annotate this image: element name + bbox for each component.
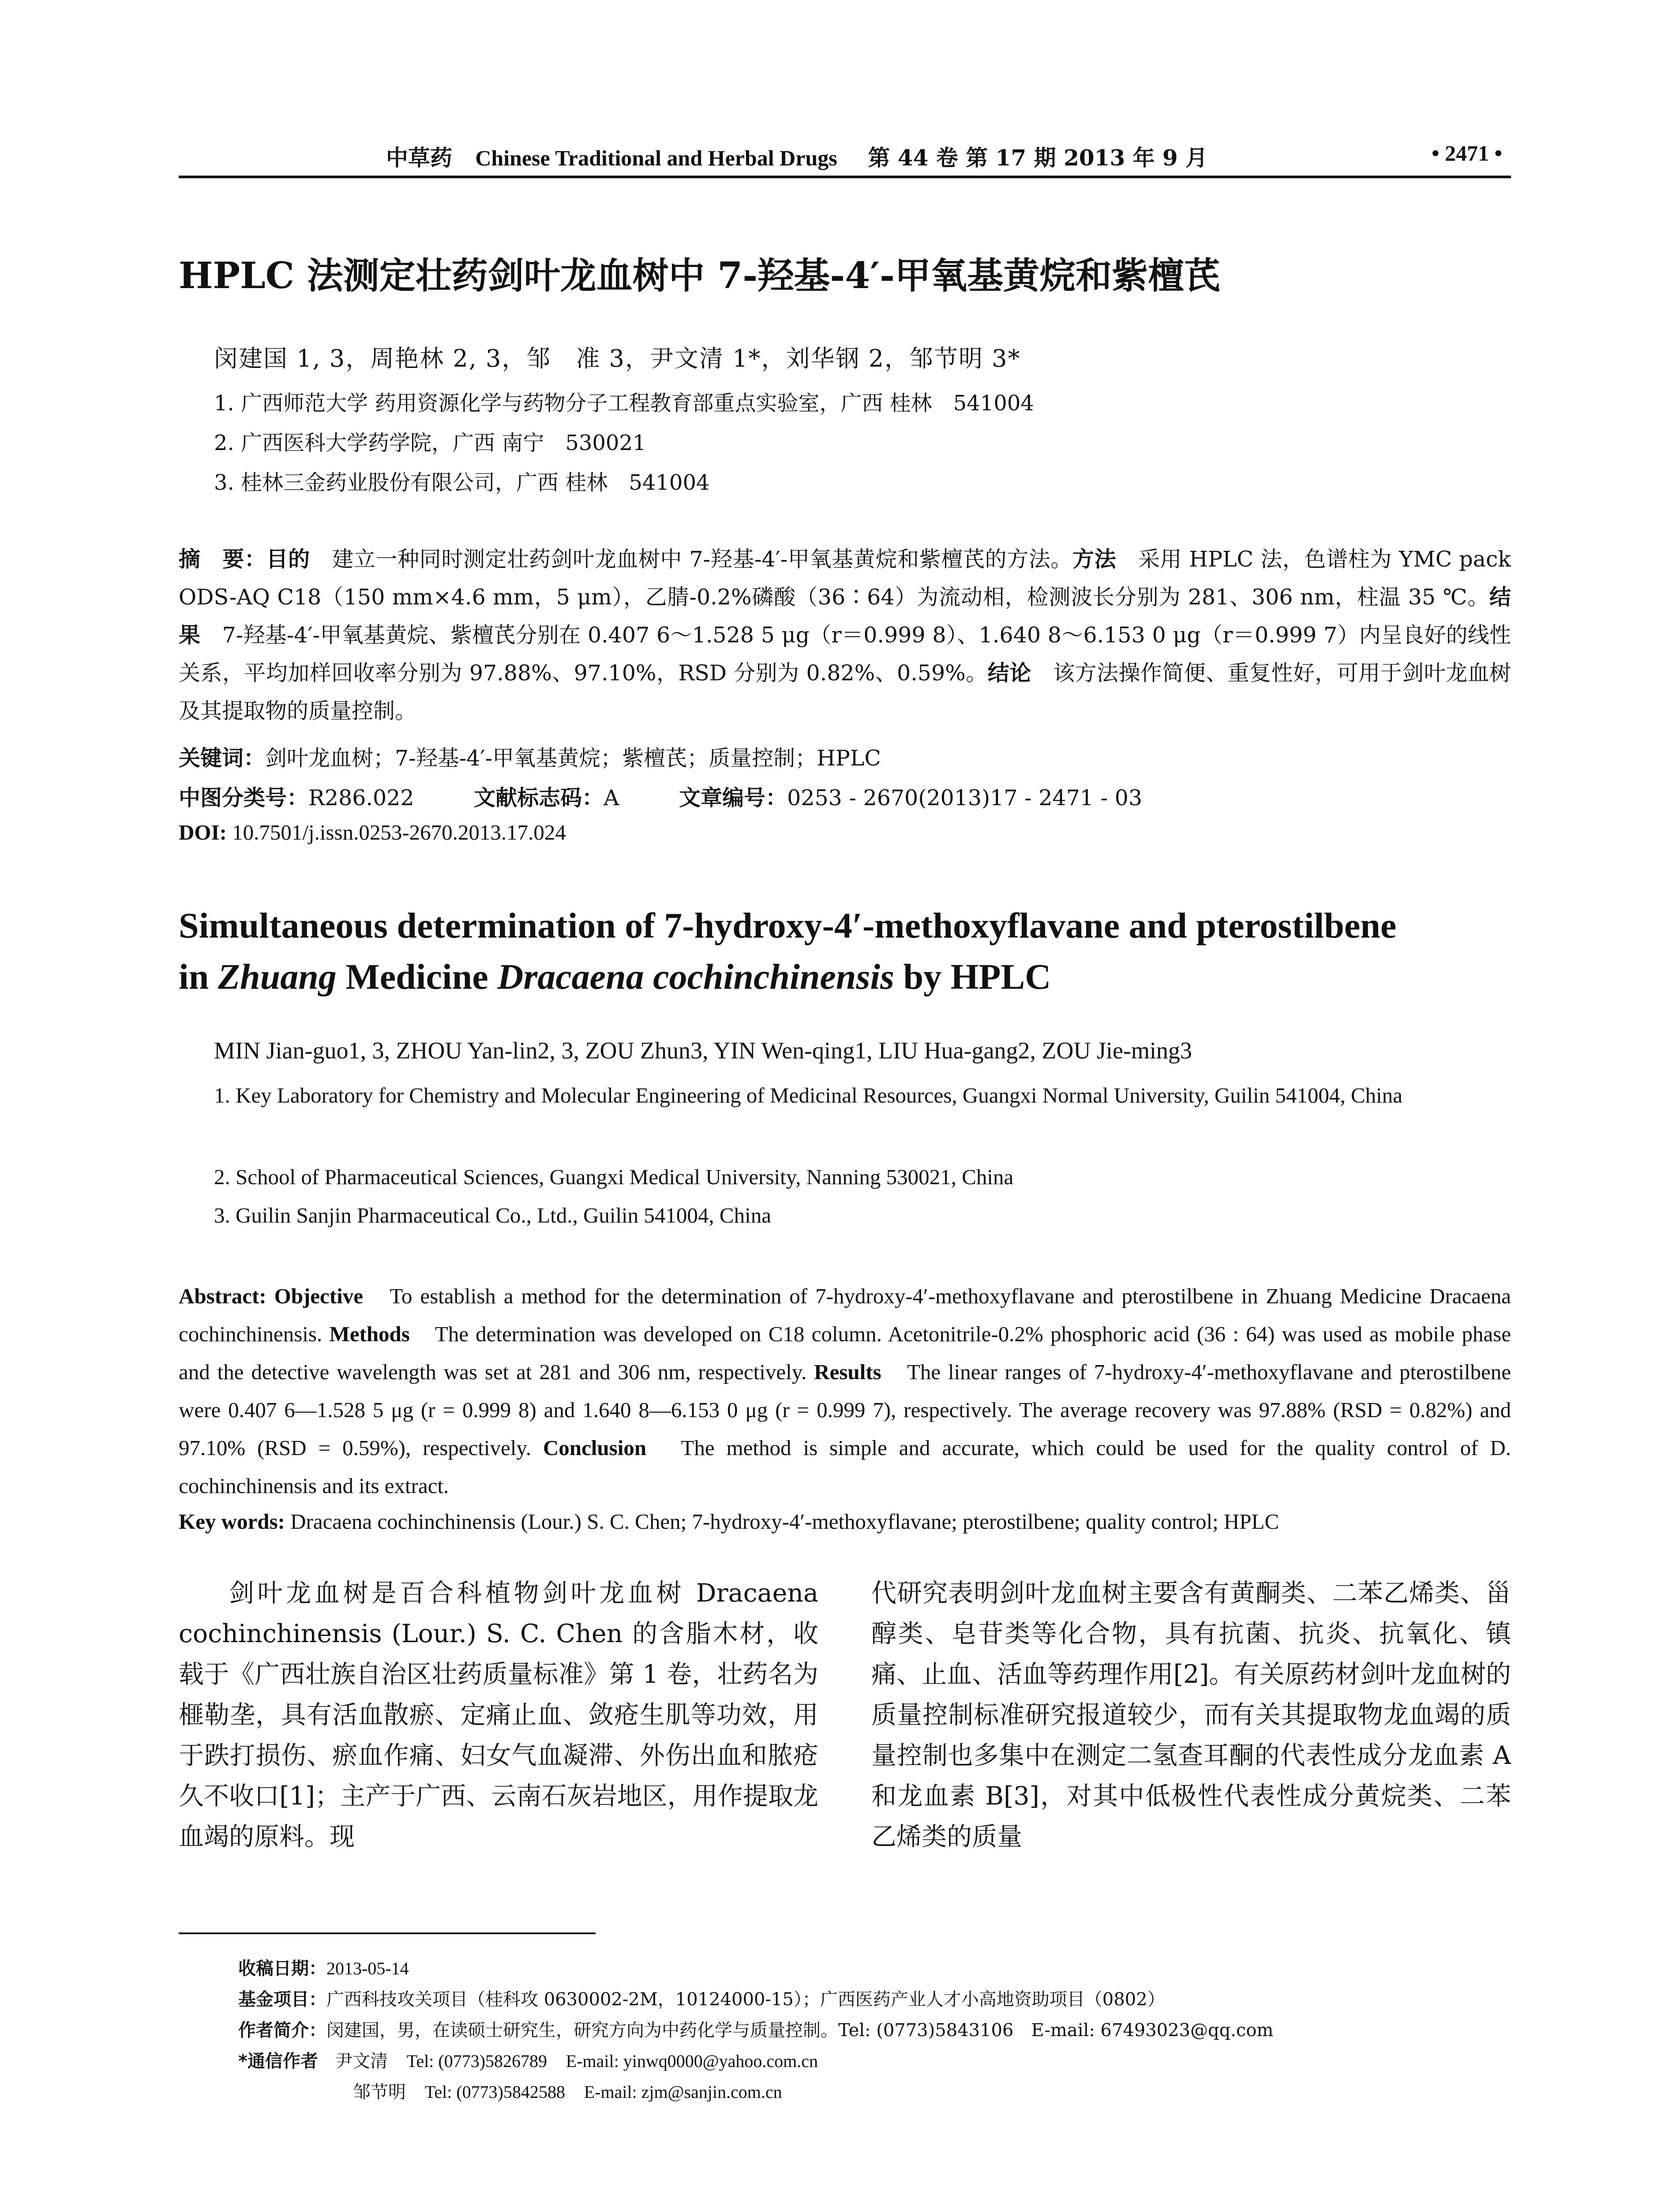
footnote-fund <box>238 1985 1165 2011</box>
keywords-en-label: Key words: <box>179 1509 285 1534</box>
footnote-corresponding-1 <box>238 2047 818 2072</box>
corr1-email: E-mail: yinwq0000@yahoo.com.cn <box>566 2051 818 2071</box>
abstract-en-label: Abstract: Objective <box>179 1284 363 1308</box>
methods-label: 方法 <box>1072 547 1117 572</box>
authors-en: MIN Jian-guo1, 3, ZHOU Yan-lin2, 3, ZOU Zhun3, YIN Wen-qing1, LIU Hua-gang2, ZOU Jie-ming3 <box>214 1037 1192 1064</box>
results-en-text: The linear ranges of 7-hydroxy-4′-methoxyflavane and pterostilbene were 0.407 6—1.528 5 μg (r = 0.999 8) and 1.640 8—6.153 0 μg (r = 0.999 7), respectively. The average recovery was 97.88% (RSD = 0.82%) and 97.10% (RSD = 0.59%), respectively. <box>179 1360 1511 1460</box>
footnote-rule <box>179 1932 596 1934</box>
clc-label: 中图分类号： <box>179 785 309 810</box>
affiliation-cn-1: 1. 广西师范大学 药用资源化学与药物分子工程教育部重点实验室，广西 桂林 541004 <box>214 391 1034 416</box>
received-label: 收稿日期： <box>238 1958 326 1979</box>
results-label: 结果 <box>179 585 1511 648</box>
page-number: • 2471 • <box>1431 141 1502 165</box>
received-date: 2013-05-14 <box>326 1958 409 1978</box>
fund-text: 广西科技攻关项目（桂科攻 0630002-2M，10124000-15）；广西医药产业人才小高地资助项目（0802） <box>326 1989 1165 2010</box>
body-column-left: 剑叶龙血树是百合科植物剑叶龙血树 Dracaena cochinchinensis (Lour.) S. C. Chen 的含脂木材，收载于《广西壮族自治区壮药质量标准》第 1 卷，壮药名为榧勒垄，具有活血散瘀、定痛止血、敛疮生肌等功效，用于跌打损伤、瘀血作痛、妇女气血凝滞、外伤出血和脓疮久不收口[1]；主产于广西、云南石灰岩地区，用作提取龙血竭的原料。现 <box>179 1579 818 1851</box>
keywords-en <box>179 1509 1511 1534</box>
doc-code-label: 文献标志码： <box>474 785 604 810</box>
conclusion-label: 结论 <box>987 660 1031 686</box>
clc-value: R286.022 <box>308 785 414 810</box>
fund-label: 基金项目： <box>238 1989 326 2010</box>
footnote-corresponding-2 <box>353 2078 782 2103</box>
conclusion-en-text: The method is simple and accurate, which could be used for the quality control of D. cochinchinensis and its extract. <box>179 1436 1511 1498</box>
corr1-name: 尹文清 <box>335 2051 388 2071</box>
results-text: 7-羟基-4′-甲氧基黄烷、紫檀芪分别在 0.407 6～1.528 5 μg（r＝0.999 8）、1.640 8～6.153 0 μg（r＝0.999 7）内呈良好的线性关系，平均加样回收率分别为 97.88%、97.10%，RSD 分别为 0.82%、0.59%。 <box>179 623 1511 686</box>
objective-label: 目的 <box>266 547 310 572</box>
doc-code-value: A <box>604 785 619 810</box>
footnote-author <box>238 2016 1273 2041</box>
body-column-right: 代研究表明剑叶龙血树主要含有黄酮类、二苯乙烯类、甾醇类、皂苷类等化合物，具有抗菌、抗炎、抗氧化、镇痛、止血、活血等药理作用[2]。有关原药材剑叶龙血树的质量控制标准研究报道较少，而有关其提取物龙血竭的质量控制也多集中在测定二氢查耳酮的代表性成分龙血素 A 和龙血素 B[3]，对其中低极性代表性成分黄烷类、二苯乙烯类的质量 <box>871 1579 1511 1851</box>
corr2-email: E-mail: zjm@sanjin.com.cn <box>584 2082 782 2102</box>
results-en-label: Results <box>814 1360 881 1384</box>
abstract-cn-label: 摘 要： <box>179 547 266 572</box>
keywords-en-text: Dracaena cochinchinensis (Lour.) S. C. Chen; 7-hydroxy-4′-methoxyflavane; pterostilbene; quality control; HPLC <box>290 1509 1279 1534</box>
methods-text: 采用 HPLC 法，色谱柱为 YMC pack ODS-AQ C18（150 mm×4.6 mm，5 μm），乙腈-0.2%磷酸（36∶64）为流动相，检测波长分别为 281、306 nm，柱温 35 ℃。 <box>179 547 1511 610</box>
corresponding-label: *通信作者 <box>238 2051 318 2071</box>
corr1-tel: Tel: (0773)5826789 <box>406 2051 548 2071</box>
abstract-en <box>179 1277 1511 1507</box>
keywords-cn-label: 关键词： <box>179 746 266 771</box>
journal-name-en: Chinese Traditional and Herbal Drugs <box>475 146 837 170</box>
doi-value: 10.7501/j.issn.0253-2670.2013.17.024 <box>232 820 566 844</box>
objective-en-text: To establish a method for the determination of 7-hydroxy-4′-methoxyflavane and pterostilbene in Zhuang Medicine Dracaena cochinchinensis. <box>179 1284 1511 1346</box>
journal-name-cn: 中草药 <box>386 145 452 171</box>
header-rule <box>179 176 1511 178</box>
affiliation-en-1: 1. Key Laboratory for Chemistry and Molecular Engineering of Medicinal Resources, Guangxi Normal University, Guilin 541004, China <box>214 1083 1402 1107</box>
abstract-cn <box>179 540 1511 730</box>
methods-en-text: The determination was developed on C18 column. Acetonitrile-0.2% phosphoric acid (36 : 64) was used as mobile phase and the detective wavelength was set at 281 and 306 nm, respectively. <box>179 1322 1511 1384</box>
running-header <box>179 140 1511 176</box>
title-en <box>179 900 1511 1002</box>
footnote-received <box>238 1955 409 1980</box>
author-text: 闵建国，男，在读硕士研究生，研究方向为中药化学与质量控制。Tel: (0773)5843106 E-mail: 67493023@qq.com <box>326 2020 1274 2041</box>
article-no-value: 0253 - 2670(2013)17 - 2471 - 03 <box>787 785 1142 810</box>
authors-cn: 闵建国 1, 3，周艳林 2, 3，邹 准 3，尹文清 1*，刘华钢 2，邹节明 3* <box>214 345 1021 372</box>
affiliation-cn-3: 3. 桂林三金药业股份有限公司，广西 桂林 541004 <box>214 470 710 495</box>
affiliation-en-3: 3. Guilin Sanjin Pharmaceutical Co., Ltd., Guilin 541004, China <box>214 1203 771 1227</box>
title-en-line-2: in Zhuang Medicine Dracaena cochinchinensis by HPLC <box>179 957 1051 997</box>
corr2-tel: Tel: (0773)5842588 <box>424 2082 565 2102</box>
title-en-line-1: Simultaneous determination of 7-hydroxy-4′-methoxyflavane and pterostilbene <box>179 905 1397 945</box>
conclusion-en-label: Conclusion <box>543 1436 647 1460</box>
affiliation-en-2: 2. School of Pharmaceutical Sciences, Guangxi Medical University, Nanning 530021, China <box>214 1165 1014 1189</box>
doi-line <box>179 820 566 845</box>
conclusion-text: 该方法操作简便、重复性好，可用于剑叶龙血树及其提取物的质量控制。 <box>179 660 1511 724</box>
classification-line <box>179 781 1142 812</box>
methods-en-label: Methods <box>329 1322 410 1346</box>
keywords-cn-text: 剑叶龙血树；7-羟基-4′-甲氧基黄烷；紫檀芪；质量控制；HPLC <box>265 746 881 771</box>
issue-info: 第 44 卷 第 17 期 2013 年 9 月 <box>868 145 1208 171</box>
corr2-name: 邹节明 <box>353 2082 406 2102</box>
objective-text: 建立一种同时测定壮药剑叶龙血树中 7-羟基-4′-甲氧基黄烷和紫檀芪的方法。 <box>310 547 1072 572</box>
keywords-cn <box>179 741 881 772</box>
journal-header <box>386 140 1208 172</box>
title-cn: HPLC 法测定壮药剑叶龙血树中 7-羟基-4′-甲氧基黄烷和紫檀芪 <box>179 255 1220 297</box>
author-label: 作者简介： <box>238 2020 326 2041</box>
article-no-label: 文章编号： <box>679 785 788 810</box>
doi-label: DOI: <box>179 820 227 844</box>
affiliation-cn-2: 2. 广西医科大学药学院，广西 南宁 530021 <box>214 431 646 455</box>
